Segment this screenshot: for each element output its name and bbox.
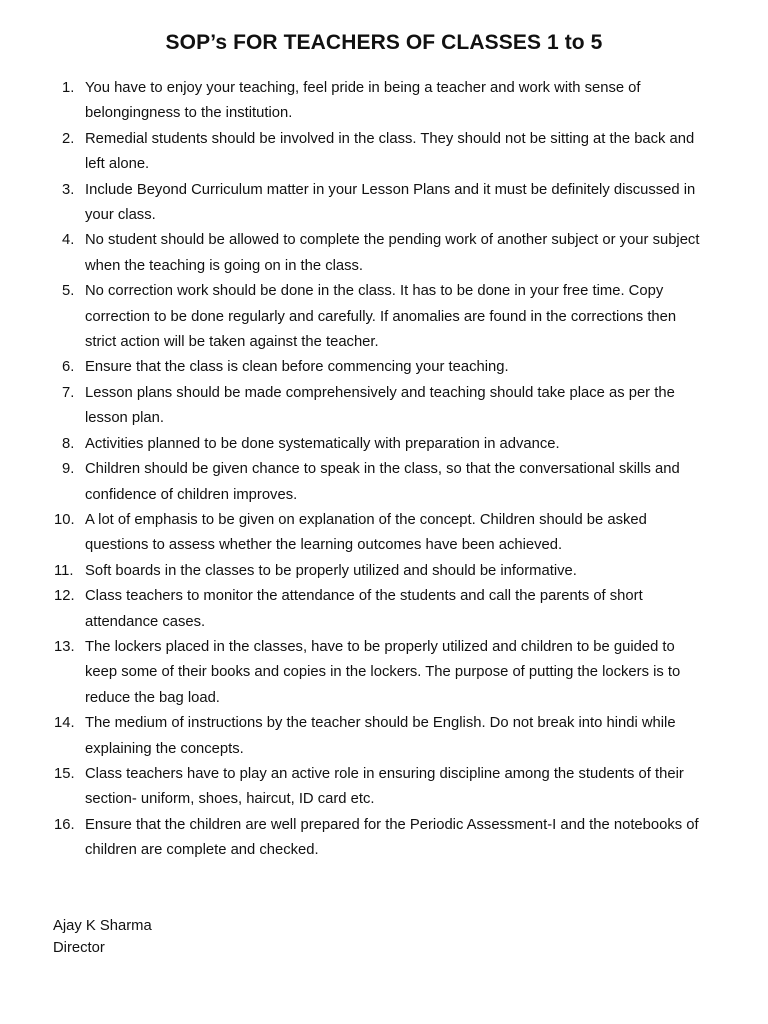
list-item — [62, 432, 710, 457]
list-item — [54, 635, 710, 711]
item-number: 1. — [62, 80, 75, 96]
item-number: 2. — [62, 130, 75, 147]
item-text: No correction work should be done in the class. It has to be done in your free time. Copy correction to be done regularly and carefully. If anomalies are found in the corrections then strict action will be taken against the teacher. — [85, 283, 677, 351]
item-text: Include Beyond Curriculum matter in your Lesson Plans and it must be definitely discussed in your class. — [85, 181, 696, 224]
item-number: 6. — [62, 359, 75, 376]
item-text: No student should be allowed to complete the pending work of another subject or your subject when the teaching is going on in the class. — [85, 232, 700, 274]
item-text: The medium of instructions by the teacher should be English. Do not break into hindi while explaining the concepts. — [85, 715, 676, 757]
item-number: 8. — [62, 435, 75, 452]
item-number: 9. — [62, 461, 75, 478]
item-text: The lockers placed in the classes, have to be properly utilized and children to be guided to keep some of their books and copies in the lockers. The purpose of putting the lockers is to reduce the bag load. — [85, 638, 681, 706]
list-item — [62, 279, 710, 355]
item-number: 12. — [54, 588, 75, 605]
item-number: 16. — [54, 816, 75, 833]
item-text: A lot of emphasis to be given on explanation of the concept. Children should be asked questions to assess whether the learning outcomes have been achieved. — [85, 511, 647, 554]
list-item — [54, 584, 710, 635]
list-item — [54, 559, 710, 584]
item-text: You have to enjoy your teaching, feel pride in being a teacher and work with sense of belongingness to the institution. — [85, 80, 641, 122]
item-text: Class teachers have to play an active role in ensuring discipline among the students of their section- uniform, shoes, haircut, ID card etc. — [85, 765, 684, 808]
list-item — [54, 508, 710, 559]
document-title: SOP’s FOR TEACHERS OF CLASSES 1 to 5 — [165, 31, 603, 54]
item-number: 3. — [62, 181, 75, 198]
item-number: 11. — [54, 562, 74, 579]
list-item — [62, 76, 710, 127]
item-number: 5. — [62, 283, 75, 300]
list-item — [62, 127, 710, 178]
list-item — [54, 711, 710, 762]
item-text: Ensure that the class is clean before commencing your teaching. — [85, 359, 509, 376]
list-item — [62, 381, 710, 432]
item-text: Activities planned to be done systematically with preparation in advance. — [85, 435, 560, 452]
item-text: Remedial students should be involved in the class. They should not be sitting at the back and left alone. — [85, 130, 695, 173]
item-number: 13. — [54, 638, 75, 655]
list-item — [54, 762, 710, 813]
item-text: Children should be given chance to speak in the class, so that the conversational skills and confidence of children improves. — [85, 461, 680, 503]
list-item — [62, 228, 710, 279]
list-item — [62, 457, 710, 508]
list-item — [62, 355, 710, 380]
item-text: Ensure that the children are well prepared for the Periodic Assessment-I and the notebooks of children are complete and checked. — [85, 816, 699, 859]
signatory-designation: Director — [53, 940, 105, 956]
item-text: Lesson plans should be made comprehensively and teaching should take place as per the lesson plan. — [85, 384, 675, 427]
item-number: 7. — [62, 384, 75, 401]
sop-list — [54, 76, 710, 864]
item-text: Class teachers to monitor the attendance of the students and call the parents of short attendance cases. — [85, 588, 643, 630]
list-item — [54, 813, 710, 864]
item-number: 14. — [54, 715, 75, 732]
item-number: 10. — [54, 511, 75, 528]
item-number: 4. — [62, 232, 75, 249]
item-number: 15. — [54, 765, 75, 782]
signatory-name: Ajay K Sharma — [53, 918, 152, 934]
signature-block — [53, 915, 152, 959]
item-text: Soft boards in the classes to be properly utilized and should be informative. — [85, 562, 577, 579]
list-item — [62, 178, 710, 229]
